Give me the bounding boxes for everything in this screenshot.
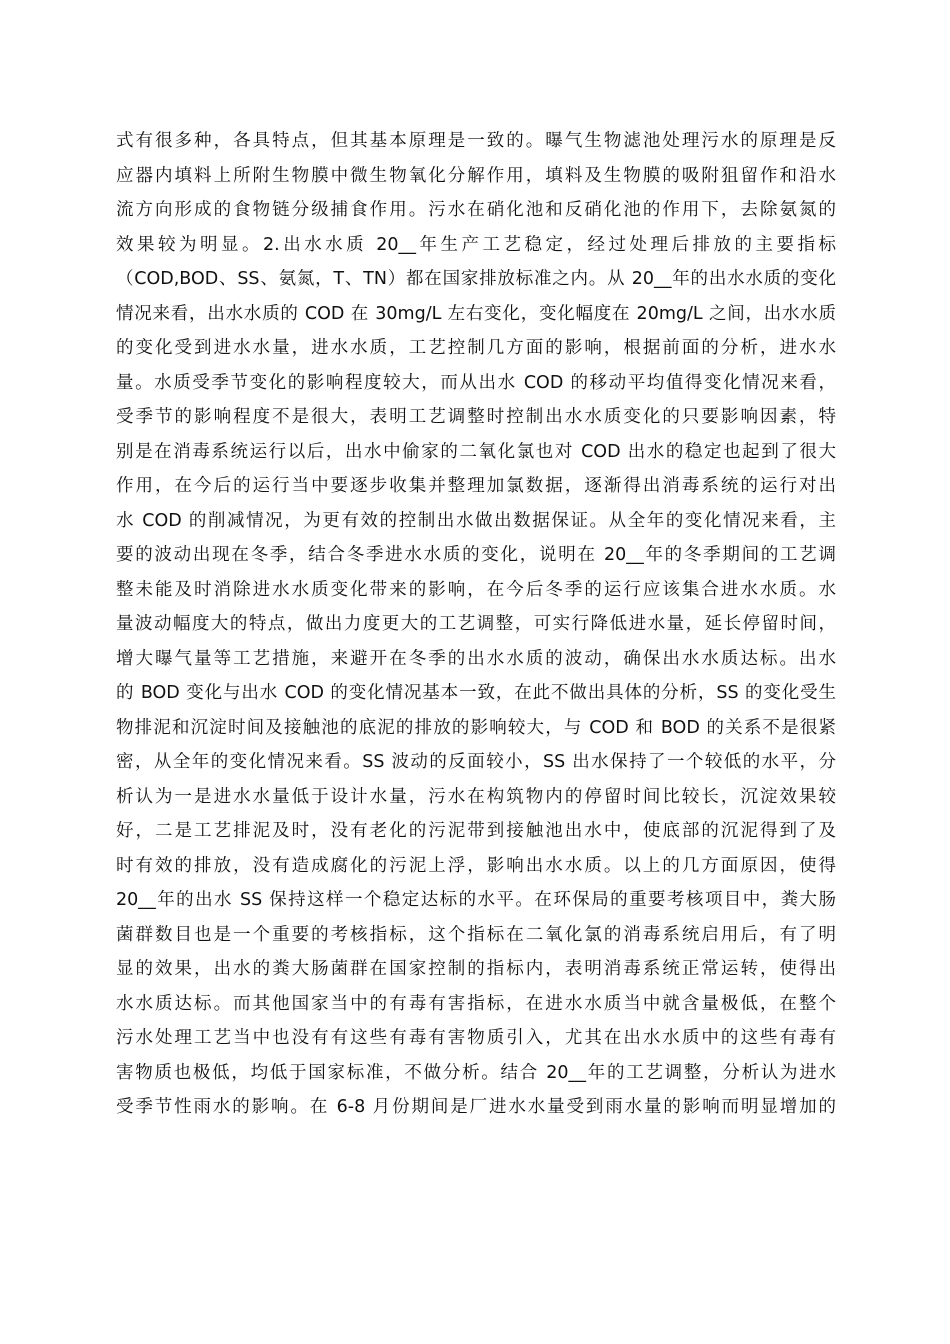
text-line: 增大曝气量等工艺措施，来避开在冬季的出水水质的波动，确保出水水质达标。出水 bbox=[116, 648, 836, 669]
text-line: 量。水质受季节变化的影响程度较大，而从出水 COD 的移动平均值得变化情况来看， bbox=[116, 372, 836, 393]
text-line: 受季节的影响程度不是很大，表明工艺调整时控制出水水质变化的只要影响因素，特 bbox=[116, 407, 836, 427]
text-line: 水 COD 的削减情况，为更有效的控制出水做出数据保证。从全年的变化情况来看，主 bbox=[116, 510, 836, 531]
text-line: 量波动幅度大的特点，做出力度更大的工艺调整，可实行降低进水量，延长停留时间， bbox=[116, 614, 836, 634]
text-line: 菌群数目也是一个重要的考核指标，这个指标在二氧化氯的消毒系统启用后，有了明 bbox=[116, 924, 836, 945]
text-line: 物排泥和沉淀时间及接触池的底泥的排放的影响较大，与 COD 和 BOD 的关系不是很紧 bbox=[116, 717, 836, 738]
text-line: 流方向形成的食物链分级捕食作用。污水在硝化池和反硝化池的作用下，去除氨氮的 bbox=[116, 200, 836, 220]
text-line: 要的波动出现在冬季，结合冬季进水水质的变化，说明在 20__年的冬季期间的工艺调 bbox=[116, 545, 836, 565]
text-line: 式有很多种，各具特点，但其基本原理是一致的。曝气生物滤池处理污水的原理是反 bbox=[116, 131, 836, 151]
text-line: 应器内填料上所附生物膜中微生物氧化分解作用，填料及生物膜的吸附狙留作和沿水 bbox=[116, 165, 836, 186]
text-line: 的变化受到进水水量，进水水质，工艺控制几方面的影响，根据前面的分析，进水水 bbox=[116, 338, 836, 358]
text-line: 整未能及时消除进水水质变化带来的影响，在今后冬季的运行应该集合进水水质。水 bbox=[116, 579, 836, 600]
text-line: 析认为一是进水水量低于设计水量，污水在构筑物内的停留时间比较长，沉淀效果较 bbox=[116, 786, 836, 807]
document-body bbox=[116, 124, 836, 1125]
text-line: 别是在消毒系统运行以后，出水中偷家的二氧化氯也对 COD 出水的稳定也起到了很大 bbox=[116, 441, 836, 462]
text-line: 害物质也极低，均低于国家标准，不做分析。结合 20__年的工艺调整，分析认为进水 bbox=[116, 1062, 836, 1083]
text-line: 显的效果，出水的粪大肠菌群在国家控制的指标内，表明消毒系统正常运转，使得出 bbox=[116, 959, 836, 979]
text-line: 污水处理工艺当中也没有有这些有毒有害物质引入，尤其在出水水质中的这些有毒有 bbox=[116, 1028, 836, 1048]
text-line: 作用，在今后的运行当中要逐步收集并整理加氯数据，逐渐得出消毒系统的运行对出 bbox=[116, 476, 836, 496]
text-line: 水水质达标。而其他国家当中的有毒有害指标，在进水水质当中就含量极低，在整个 bbox=[116, 993, 836, 1014]
text-line: 情况来看，出水水质的 COD 在 30mg/L 左右变化，变化幅度在 20mg/L 之间，出水水质 bbox=[116, 303, 836, 324]
text-line: 时有效的排放，没有造成腐化的污泥上浮，影响出水水质。以上的几方面原因，使得 bbox=[116, 855, 836, 876]
text-line: 好，二是工艺排泥及时，没有老化的污泥带到接触池出水中，使底部的沉泥得到了及 bbox=[116, 821, 836, 841]
text-line: （COD,BOD、SS、氨氮，T、TN）都在国家排放标准之内。从 20__年的出水水质的变化 bbox=[116, 269, 836, 289]
text-line: 20__年的出水 SS 保持这样一个稳定达标的水平。在环保局的重要考核项目中，粪大肠 bbox=[116, 890, 836, 910]
text-line: 受季节性雨水的影响。在 6-8 月份期间是厂进水水量受到雨水量的影响而明显增加的 bbox=[116, 1097, 836, 1117]
text-line: 效果较为明显。2.出水水质 20__年生产工艺稳定，经过处理后排放的主要指标 bbox=[116, 234, 836, 255]
text-line: 的 BOD 变化与出水 COD 的变化情况基本一致，在此不做出具体的分析，SS 的变化受生 bbox=[116, 683, 836, 703]
text-line: 密，从全年的变化情况来看。SS 波动的反面较小，SS 出水保持了一个较低的水平，分 bbox=[116, 752, 836, 772]
